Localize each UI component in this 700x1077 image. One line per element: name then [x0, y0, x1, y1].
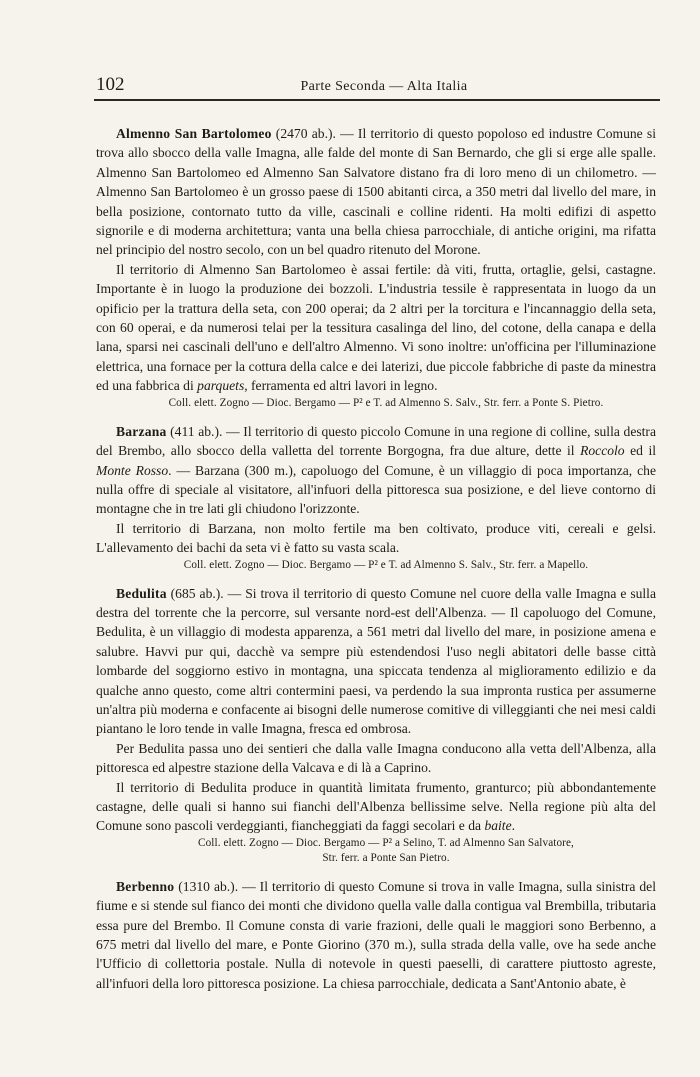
text-run: ed il	[624, 443, 656, 459]
text-run: Per Bedulita passa uno dei sentieri che dalla valle Imagna conducono alla vetta dell'Albenza, alla pittoresca ed alpestre stazione della Valcava e di là a Caprino.	[96, 740, 656, 776]
text-run: (1310 ab.). — Il territorio di questo Comune si trova in valle Imagna, sulla sinistra del fiume e si stende sul fianco dei monti che dividono quella valle dalla contigua val Brembilla, tributaria essa pure del Brembo. Il Comune consta di varie frazioni, delle quali le maggiori sono Berbenno, a 675 metri dal livello del mare, e Ponte Giorino (370 m.), sulla strada della valle, ove ha sede anche l'Ufficio di collettoria postale. Nulla di notevole in questi paeselli, di carattere piuttosto agreste, all'infuori della loro pittoresca posizione. La chiesa parrocchiale, dedicata a Sant'Antonio abate, è	[96, 878, 656, 991]
header-rule	[94, 99, 660, 101]
text-run: Il territorio di Bedulita produce in quantità limitata frumento, granturco; più abbondantemente castagne, delle quali si hanno sui fianchi dell'Albenza bellissime selve. Nella regione più alta del Comune sono pascoli verdeggianti, fiancheggiati da faggi secolari e da	[96, 779, 656, 834]
paragraph	[96, 422, 656, 519]
italic-term: Roccolo	[580, 443, 625, 459]
text-run: (2470 ab.). — Il territorio di questo popoloso ed industre Comune si trova allo sbocco della valle Imagna, alle falde del monte di San Bernardo, che gli si erge alle spalle. Almenno San Bartolomeo ed Almenno San Salvatore distano fra di loro meno di un chilometro. — Almenno San Bartolomeo è un grosso paese di 1500 abitanti circa, a 350 metri dal livello del mare, in bella posizione, contornato tutto da ville, cascinali e colline ridenti. Ha molti edifizi di aspetto signorile e di moderna architettura; vanta una bella chiesa parrocchiale, di antiche origini, ma rifatta nel principio del nostro secolo, con un bel quadro ritenuto del Morone.	[96, 126, 656, 258]
text-run: (685 ab.). — Si trova il territorio di questo Comune nel cuore della valle Imagna e sulla destra del torrente che la percorre, sul versante nord-est dell'Albenza. — Il capoluogo del Comune, Bedulita, è un villaggio di modesta apparenza, a 561 metri dal livello del mare, in posizione amena e salubre. Havvi pur qui, dacchè va sempre più estendendosi l'uso negli abitatori delle basse città lombarde del soggiorno estivo in montagna, una spiccata tendenza al miglioramento edilizio e da qualche anno questo, come altri contermini paesi, va perdendo la sua impronta rustica per assumerne un'altra più moderna e confacente ai bisogni delle numerose comitive di villeggianti che nei mesi caldi piantano le loro tende in valle Imagna, fresca ed ombrosa.	[96, 585, 656, 737]
italic-term: Monte Rosso	[96, 462, 169, 478]
paragraph	[96, 519, 656, 558]
note-line: Coll. elett. Zogno — Dioc. Bergamo — P² a Selino, T. ad Almenno San Salvatore,	[198, 836, 574, 849]
entry-title: Bedulita	[116, 585, 167, 601]
italic-term: parquets	[197, 378, 245, 394]
text-run: .	[511, 818, 516, 834]
entry-title: Barzana	[116, 423, 167, 439]
text-run: (411 ab.). — Il territorio di questo piccolo Comune in una regione di colline, sulla destra del Brembo, allo sbocco della valletta del torrente Borgogna, fra due alture, dette il	[96, 423, 656, 459]
body-text	[96, 124, 656, 993]
paragraph	[96, 778, 656, 836]
italic-term: baite	[484, 818, 512, 834]
administrative-note	[96, 396, 656, 411]
running-head: Parte Seconda — Alta Italia	[300, 79, 468, 94]
administrative-note	[96, 558, 656, 573]
text-run: , ferramenta ed altri lavori in legno.	[244, 378, 438, 394]
entry	[96, 124, 656, 411]
administrative-note	[96, 836, 656, 866]
page-header	[96, 74, 652, 96]
paragraph	[96, 877, 656, 993]
paragraph	[96, 260, 656, 396]
entry	[96, 584, 656, 866]
entry-title: Almenno San Bartolomeo	[116, 126, 272, 141]
text-run: . — Barzana (300 m.), capoluogo del Comune, è un villaggio di poca importanza, che nulla offre di speciale al visitatore, all'infuori della pittoresca sua posizione, e del lieve contorno di montagne che in tre lati gli chiudono l'orizzonte.	[96, 462, 656, 517]
entry	[96, 422, 656, 573]
paragraph	[96, 739, 656, 778]
text-run: Il territorio di Barzana, non molto fertile ma ben coltivato, produce viti, cereali e gelsi. L'allevamento dei bachi da seta vi è fatto su vasta scala.	[96, 520, 656, 556]
page-number: 102	[96, 74, 125, 95]
entry	[96, 877, 656, 993]
text-run: Il territorio di Almenno San Bartolomeo è assai fertile: dà viti, frutta, ortaglie, gelsi, castagne. Importante è in luogo la produzione dei bozzoli. L'industria tessile è rappresentata in luogo da un opificio per la trattura della seta, con 200 operai; da 2 altri per la torcitura e l'incannaggio della seta, con 60 operai, e da numerosi telai per la tessitura casalinga del lino, del cotone, della canapa e della lana, sparsi nei cascinali dell'uno e dell'altro Almenno. Vi sono inoltre: un'officina per l'illuminazione elettrica, una fornace per la cottura della calce e dei laterizi, due piccole fabbriche di paste da minestra ed una fabbrica di	[96, 261, 656, 394]
note-line: Str. ferr. a Ponte San Pietro.	[322, 851, 450, 864]
paragraph	[96, 584, 656, 739]
note-line: Coll. elett. Zogno — Dioc. Bergamo — P² e T. ad Almenno S. Salv., Str. ferr. a Ponte S. Pietro.	[168, 396, 604, 409]
paragraph	[96, 124, 656, 260]
note-line: Coll. elett. Zogno — Dioc. Bergamo — P² e T. ad Almenno S. Salv., Str. ferr. a Mapello.	[183, 558, 589, 571]
entry-title: Berbenno	[116, 878, 175, 894]
